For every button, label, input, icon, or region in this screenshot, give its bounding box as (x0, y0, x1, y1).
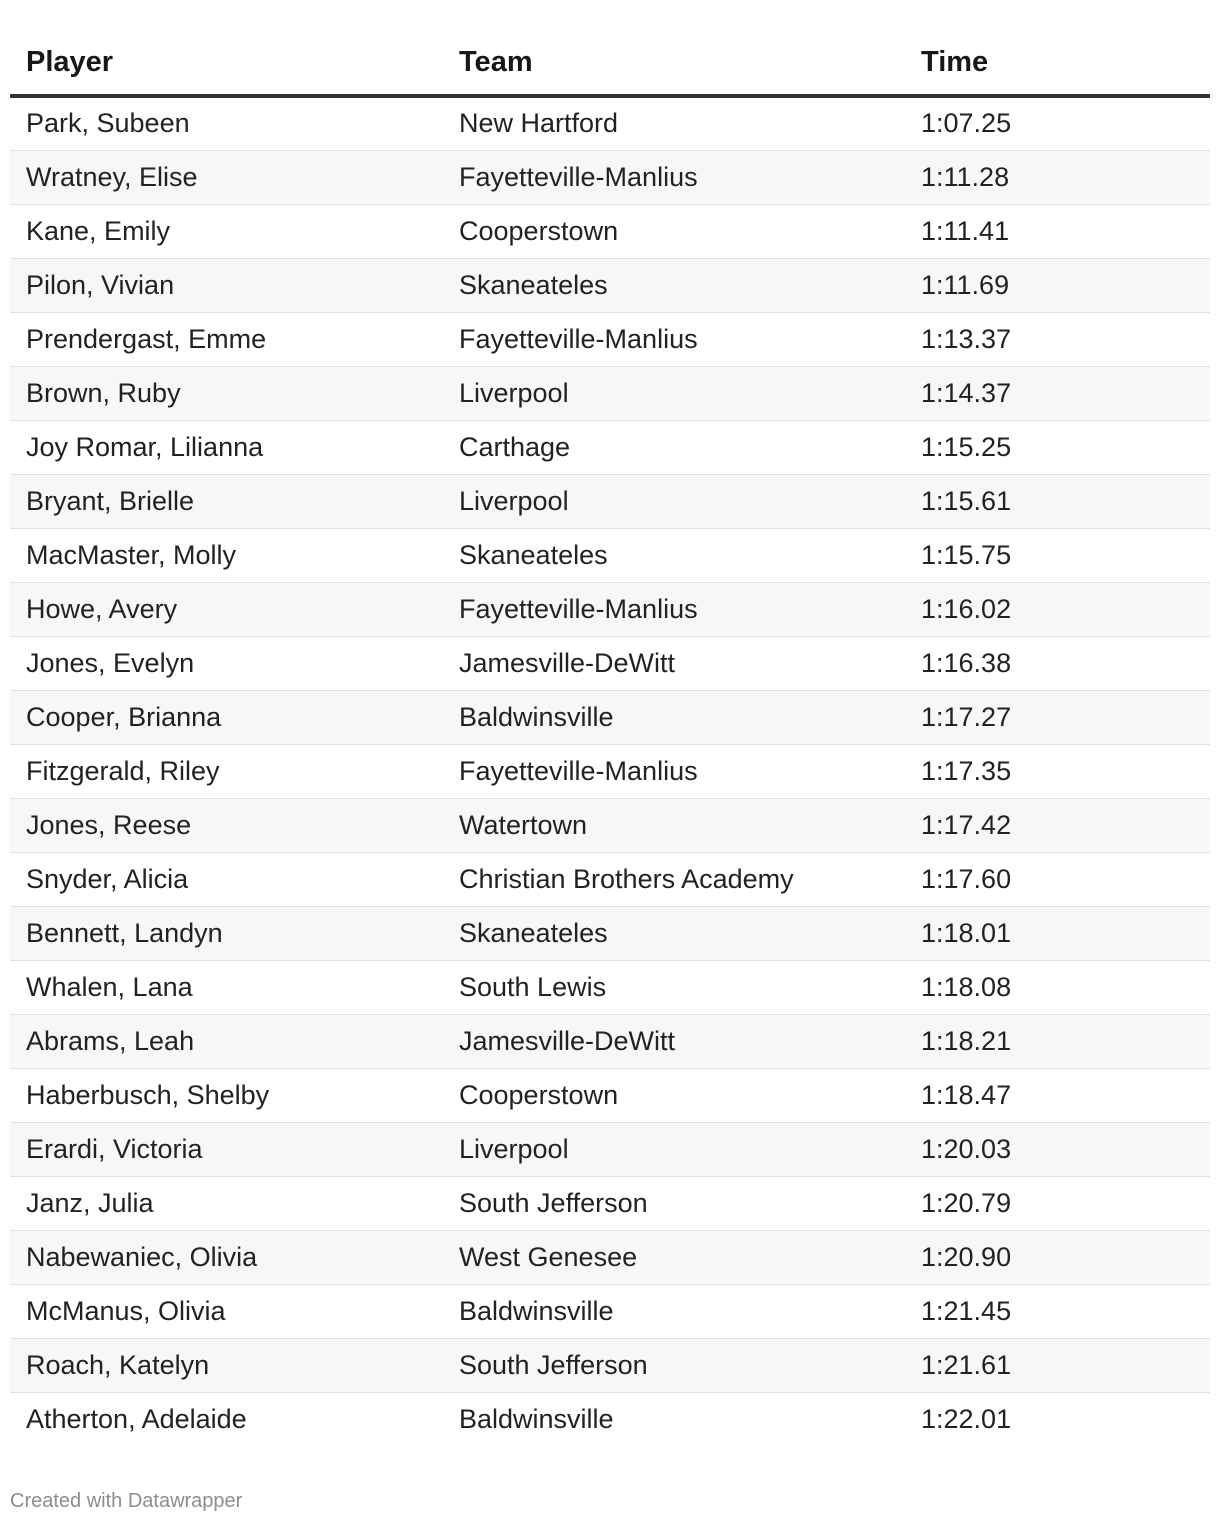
team-cell: Skaneateles (443, 906, 905, 960)
table-row (10, 798, 1210, 852)
table-row (10, 1284, 1210, 1338)
table-body (10, 96, 1210, 1446)
player-cell: Park, Subeen (10, 96, 443, 150)
time-cell: 1:15.25 (905, 420, 1210, 474)
team-cell: Cooperstown (443, 204, 905, 258)
table-row (10, 258, 1210, 312)
player-cell: Atherton, Adelaide (26, 1403, 247, 1434)
time-cell: 1:11.69 (905, 258, 1210, 312)
table-row (10, 906, 1210, 960)
table-row (10, 1014, 1210, 1068)
player-cell: Cooper, Brianna (10, 690, 443, 744)
table-row (10, 528, 1210, 582)
time-cell: 1:18.08 (905, 960, 1210, 1014)
table-row (10, 852, 1210, 906)
table-row (10, 1230, 1210, 1284)
team-cell: Baldwinsville (443, 690, 905, 744)
time-cell: 1:16.38 (905, 636, 1210, 690)
player-cell: Pilon, Vivian (10, 258, 443, 312)
time-cell: 1:17.35 (905, 744, 1210, 798)
time-cell: 1:21.61 (905, 1338, 1210, 1392)
table-row (10, 1176, 1210, 1230)
column-header-player: Player (10, 30, 443, 96)
team-cell: Fayetteville-Manlius (443, 582, 905, 636)
time-cell: 1:22.01 (921, 1403, 1012, 1434)
player-cell: Joy Romar, Lilianna (10, 420, 443, 474)
player-cell: Roach, Katelyn (10, 1338, 443, 1392)
player-cell: Bryant, Brielle (10, 474, 443, 528)
table-row (10, 474, 1210, 528)
table-row (10, 150, 1210, 204)
table-row (10, 1392, 1210, 1446)
table-row (10, 960, 1210, 1014)
column-header-team: Team (443, 30, 905, 96)
time-cell: 1:17.42 (905, 798, 1210, 852)
player-cell: Abrams, Leah (10, 1014, 443, 1068)
time-cell: 1:18.01 (905, 906, 1210, 960)
results-table (10, 30, 1210, 1446)
time-cell: 1:11.28 (905, 150, 1210, 204)
table-row (10, 420, 1210, 474)
team-cell: Baldwinsville (459, 1403, 614, 1434)
table-row (10, 1338, 1210, 1392)
time-cell: 1:21.45 (905, 1284, 1210, 1338)
table-row (10, 636, 1210, 690)
player-cell: Bennett, Landyn (10, 906, 443, 960)
team-cell: Cooperstown (443, 1068, 905, 1122)
player-cell: Kane, Emily (10, 204, 443, 258)
team-cell: Watertown (443, 798, 905, 852)
table-row (10, 1068, 1210, 1122)
team-cell: Liverpool (443, 366, 905, 420)
time-cell: 1:11.41 (905, 204, 1210, 258)
datawrapper-credit: Created with Datawrapper (10, 1490, 243, 1512)
team-cell: Fayetteville-Manlius (443, 312, 905, 366)
table-row (10, 204, 1210, 258)
time-cell: 1:20.79 (905, 1176, 1210, 1230)
team-cell: Liverpool (443, 1122, 905, 1176)
player-cell: Brown, Ruby (10, 366, 443, 420)
player-cell: Jones, Reese (10, 798, 443, 852)
time-cell: 1:16.02 (905, 582, 1210, 636)
time-cell: 1:17.60 (905, 852, 1210, 906)
team-cell: Christian Brothers Academy (443, 852, 905, 906)
player-cell: Howe, Avery (10, 582, 443, 636)
team-cell: Jamesville-DeWitt (443, 636, 905, 690)
team-cell: West Genesee (443, 1230, 905, 1284)
player-cell: Prendergast, Emme (10, 312, 443, 366)
player-cell: Janz, Julia (10, 1176, 443, 1230)
table-row (10, 1122, 1210, 1176)
player-cell: Nabewaniec, Olivia (10, 1230, 443, 1284)
time-cell: 1:18.21 (905, 1014, 1210, 1068)
time-cell: 1:18.47 (905, 1068, 1210, 1122)
table-header (10, 30, 1210, 96)
table-row (10, 690, 1210, 744)
team-cell: Baldwinsville (443, 1284, 905, 1338)
team-cell: South Jefferson (443, 1176, 905, 1230)
team-cell: New Hartford (443, 96, 905, 150)
team-cell: Jamesville-DeWitt (443, 1014, 905, 1068)
team-cell: Fayetteville-Manlius (443, 744, 905, 798)
team-cell: Skaneateles (443, 258, 905, 312)
header-row (10, 30, 1210, 96)
time-cell: 1:14.37 (905, 366, 1210, 420)
time-cell: 1:20.03 (905, 1122, 1210, 1176)
team-cell: South Lewis (443, 960, 905, 1014)
team-cell: South Jefferson (443, 1338, 905, 1392)
player-cell: Snyder, Alicia (10, 852, 443, 906)
time-cell: 1:20.90 (905, 1230, 1210, 1284)
team-cell: Skaneateles (443, 528, 905, 582)
team-cell: Liverpool (443, 474, 905, 528)
table-row (10, 312, 1210, 366)
player-cell: MacMaster, Molly (10, 528, 443, 582)
table-row (10, 582, 1210, 636)
player-cell: Jones, Evelyn (10, 636, 443, 690)
table-row (10, 96, 1210, 150)
player-cell: Erardi, Victoria (10, 1122, 443, 1176)
table-row (10, 366, 1210, 420)
time-cell: 1:17.27 (905, 690, 1210, 744)
column-header-time: Time (905, 30, 1210, 96)
player-cell: Fitzgerald, Riley (10, 744, 443, 798)
player-cell: Whalen, Lana (10, 960, 443, 1014)
results-table-container (10, 30, 1210, 1446)
player-cell: McManus, Olivia (10, 1284, 443, 1338)
player-cell: Haberbusch, Shelby (10, 1068, 443, 1122)
team-cell: Carthage (443, 420, 905, 474)
team-cell: Fayetteville-Manlius (443, 150, 905, 204)
time-cell: 1:15.61 (905, 474, 1210, 528)
player-cell: Wratney, Elise (10, 150, 443, 204)
time-cell: 1:13.37 (905, 312, 1210, 366)
time-cell: 1:15.75 (905, 528, 1210, 582)
time-cell: 1:07.25 (905, 96, 1210, 150)
table-row (10, 744, 1210, 798)
